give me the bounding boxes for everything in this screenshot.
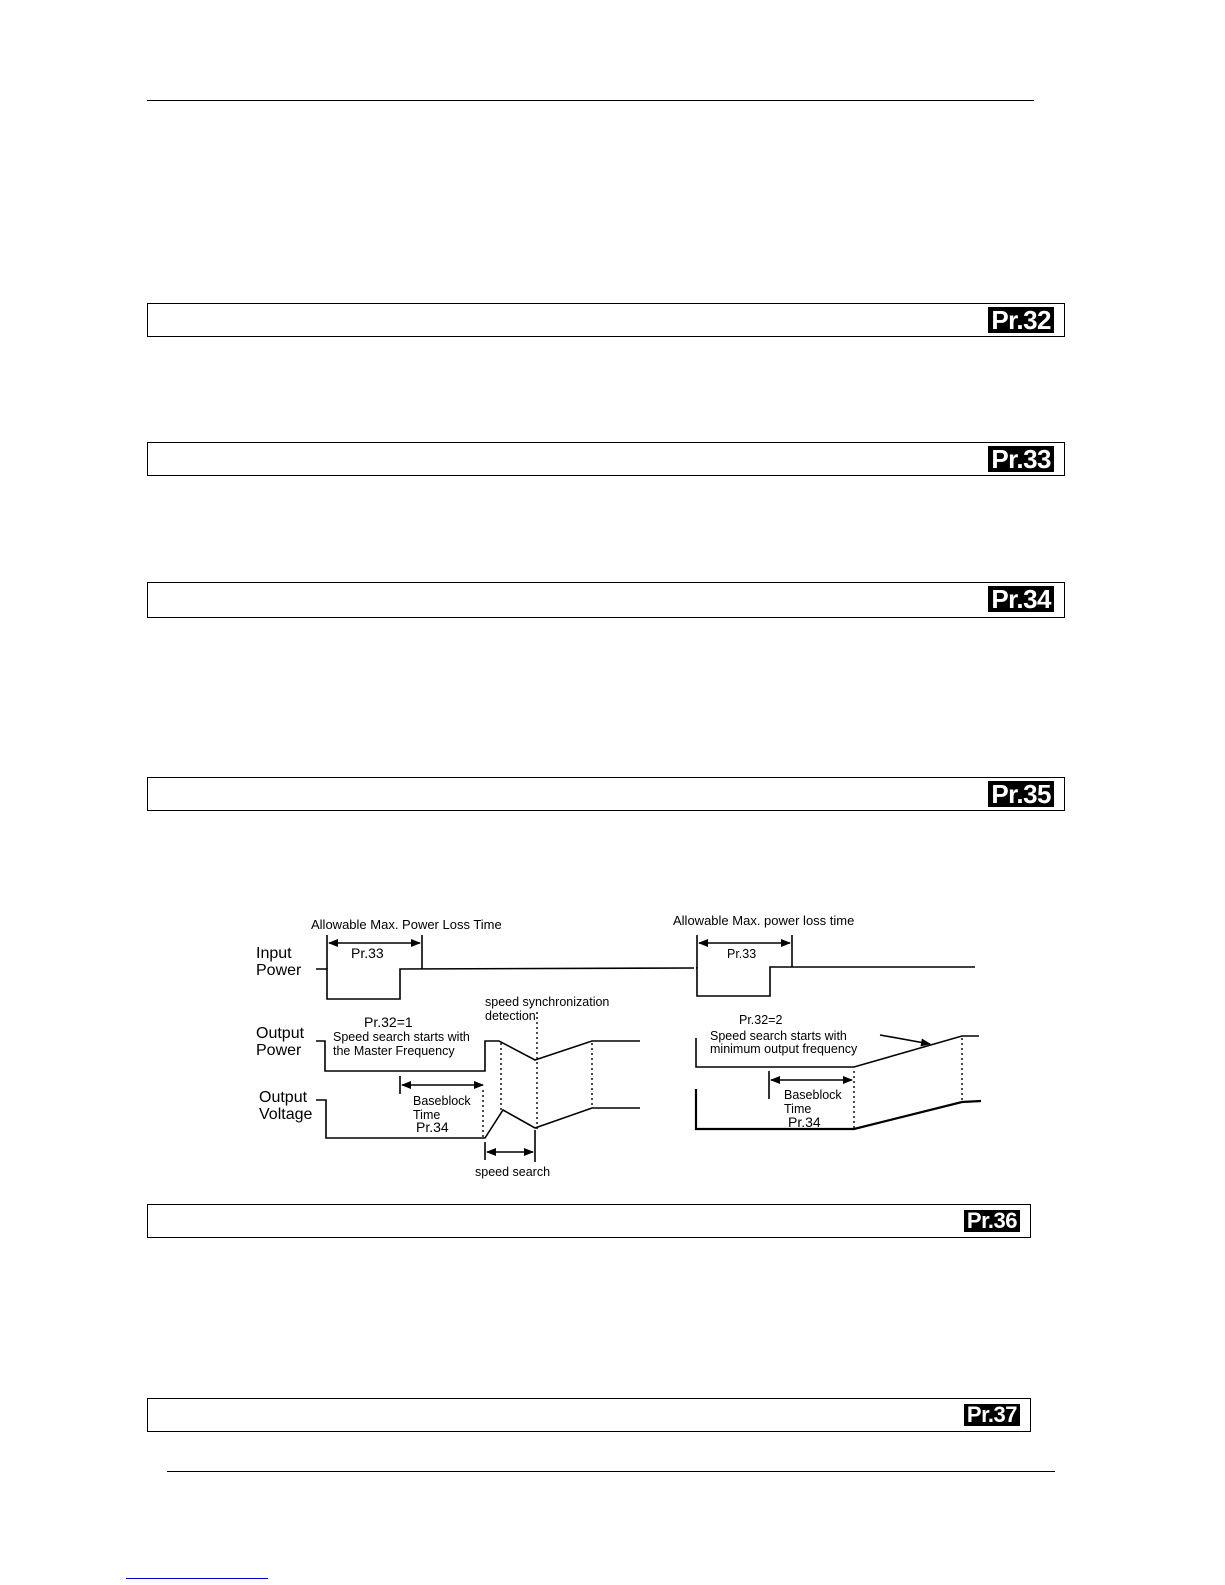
right-pr33-label: Pr.33: [727, 947, 757, 961]
right-desc-line-2: minimum output frequency: [710, 1042, 858, 1056]
left-pr32-label: Pr.32=1: [364, 1014, 413, 1030]
right-pr32-label: Pr.32=2: [739, 1013, 783, 1027]
parameter-badge: Pr.33: [988, 446, 1054, 472]
output-voltage-label-1: Output: [259, 1089, 308, 1106]
right-top-label: Allowable Max. power loss time: [673, 913, 855, 928]
right-input-power-line: [696, 967, 975, 996]
footer-rule: [167, 1471, 1055, 1472]
left-output-voltage-line: [316, 1100, 640, 1138]
left-pr34-label: Pr.34: [416, 1119, 449, 1135]
left-baseblock-label-1: Baseblock: [413, 1094, 471, 1108]
parameter-badge: Pr.35: [988, 781, 1054, 807]
left-top-label: Allowable Max. Power Loss Time: [311, 917, 502, 932]
parameter-badge: Pr.37: [964, 1404, 1020, 1426]
output-power-label-2: Power: [256, 1042, 302, 1059]
input-power-label-2: Power: [256, 962, 302, 979]
parameter-badge: Pr.36: [964, 1210, 1020, 1232]
left-desc-line-2: the Master Frequency: [333, 1044, 455, 1058]
left-desc-line-1: Speed search starts with: [333, 1030, 470, 1044]
speed-search-label: speed search: [475, 1165, 551, 1179]
right-baseblock-label-2: Time: [784, 1102, 812, 1116]
parameter-badge: Pr.32: [988, 307, 1054, 333]
input-power-label-1: Input: [256, 945, 292, 962]
right-desc-line-1: Speed search starts with: [710, 1029, 847, 1043]
right-pointer-arrow: [880, 1035, 930, 1044]
output-power-label-1: Output: [256, 1025, 305, 1042]
footer-link-underline: [126, 1578, 268, 1579]
sync-label-2: detection: [485, 1009, 536, 1023]
left-pr33-label: Pr.33: [351, 945, 384, 961]
sync-label-1: speed synchronization: [485, 995, 610, 1009]
right-baseblock-label-1: Baseblock: [784, 1088, 842, 1102]
output-voltage-label-2: Voltage: [259, 1106, 313, 1123]
parameter-badge: Pr.34: [988, 586, 1054, 612]
right-pr34-label: Pr.34: [788, 1114, 821, 1130]
left-baseblock-label-2: Time: [413, 1108, 441, 1122]
